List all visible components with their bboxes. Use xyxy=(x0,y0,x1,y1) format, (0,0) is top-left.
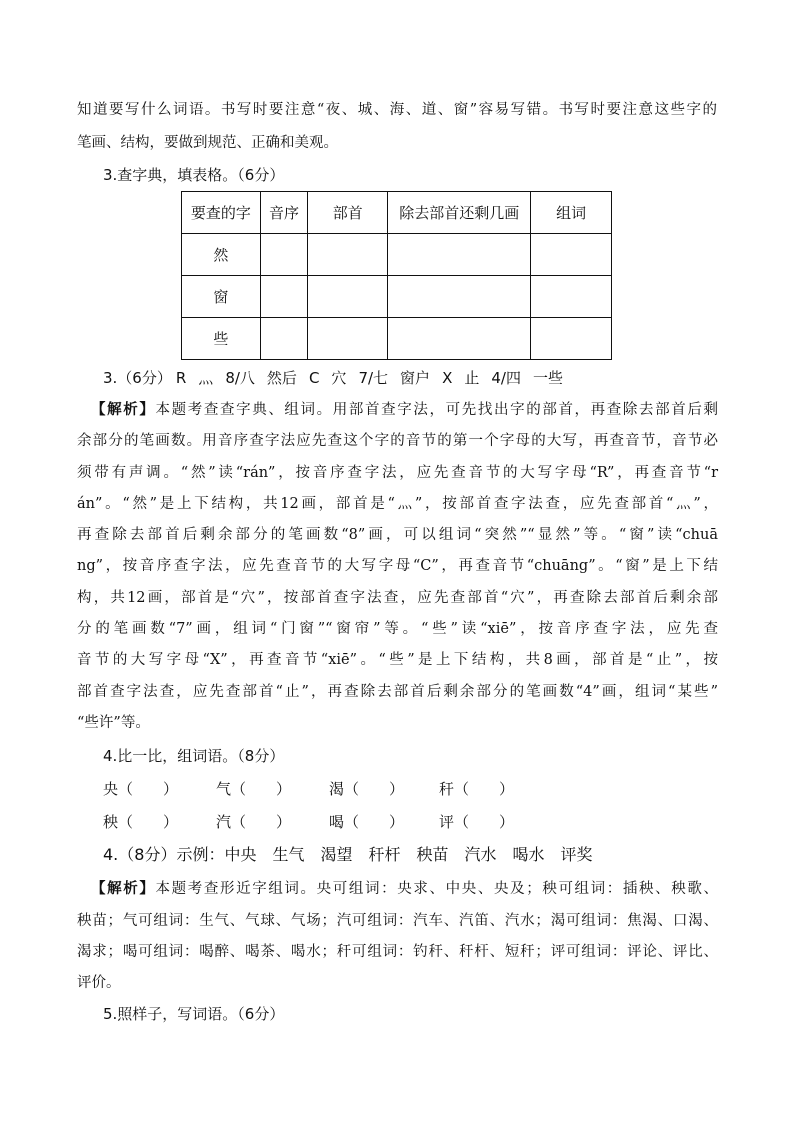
answer-item: 穴 xyxy=(331,369,347,387)
blank-cell xyxy=(388,318,531,360)
q3-analysis-line: 部首查字法查，应先查部首“止”，再查除去部首后剩余部分的笔画数“4”画，组词“某些” xyxy=(77,684,718,700)
q5-title: 5.照样子，写词语。（6分） xyxy=(103,1005,285,1023)
table-row xyxy=(182,234,612,276)
q3-analysis-line: 【解析】本题考查查字典、组词。用部首查字法，可先找出字的部首，再查除去部首后剩 xyxy=(91,401,719,418)
q4-title: 4.比一比，组词语。（8分） xyxy=(103,747,285,765)
q3-table xyxy=(181,191,612,360)
intro-line-2: 笔画、结构，要做到规范、正确和美观。 xyxy=(77,135,338,151)
blank-cell xyxy=(260,276,308,318)
blank-cell xyxy=(260,234,308,276)
q3-analysis-line: 音节的大写字母“X”，再查音节“xiē”。“些”是上下结构，共8画，部首是“止”，按 xyxy=(77,652,718,668)
q3-title: 3.查字典，填表格。（6分） xyxy=(103,166,285,184)
q4-row-1 xyxy=(103,779,514,799)
blank-cell xyxy=(388,234,531,276)
q4-item: 评（ ） xyxy=(439,813,515,831)
q3-table-header-row xyxy=(182,192,612,234)
q4-item: 秧（ ） xyxy=(103,813,179,831)
intro-line-1: 知道要写什么词语。书写时要注意“夜、城、海、道、窗”容易写错。书写时要注意这些字的 xyxy=(77,102,717,118)
q4-row-2 xyxy=(103,812,514,832)
q3-analysis-line: 余部分的笔画数。用音序查字法应先查这个字的音节的第一个字母的大写，再查音节，音节必 xyxy=(77,433,718,449)
blank-cell xyxy=(308,318,388,360)
answer-item: 4/四 xyxy=(491,369,521,387)
answer-item: 止 xyxy=(464,369,480,387)
table-row xyxy=(182,276,612,318)
q3-analysis-line: 构，共12画，部首是“穴”，按部首查字法查，应先查部首“穴”，再查除去部首后剩余部 xyxy=(77,590,718,606)
header-remaining-strokes: 除去部首还剩几画 xyxy=(388,192,531,234)
answer-item: 8/八 xyxy=(225,369,255,387)
q4-item: 秆（ ） xyxy=(439,780,515,798)
blank-cell xyxy=(531,318,612,360)
blank-cell xyxy=(531,276,612,318)
q3-analysis-line: án”。“然”是上下结构，共12画，部首是“灬”，按部首查字法查，应先查部首“灬”， xyxy=(77,496,718,512)
q4-analysis-line: 【解析】本题考查形近字组词。央可组词：央求、中央、央及；秧可组词：插秧、秧歌、 xyxy=(91,880,719,897)
answer-item: R xyxy=(175,369,187,387)
blank-cell xyxy=(308,234,388,276)
q4-analysis-line: 渴求；喝可组词：喝醉、喝茶、喝水；秆可组词：钓秆、秆杆、短秆；评可组词：评论、评比、 xyxy=(77,944,718,960)
row-char: 然 xyxy=(182,234,261,276)
q3-analysis-line: 再查除去部首后剩余部分的笔画数“8”画，可以组词“突然”“显然”等。“窗”读“chuā xyxy=(77,527,718,543)
answer-item: 一些 xyxy=(532,369,563,387)
blank-cell xyxy=(308,276,388,318)
q4-analysis-line: 秧苗；气可组词：生气、气球、气场；汽可组词：汽车、汽笛、汽水；渴可组词：焦渴、口渴、 xyxy=(77,913,718,929)
answer-prefix: 3.（6分） xyxy=(103,369,172,387)
answer-item: 7/七 xyxy=(358,369,389,387)
header-radical: 部首 xyxy=(308,192,388,234)
q3-analysis-line: ng”，按音序查字法，应先查音节的大写字母“C”，再查音节“chuāng”。“窗”是上下结 xyxy=(77,558,718,574)
answer-item: X xyxy=(442,369,453,387)
q3-analysis-line: 须带有声调。“然”读“rán”，按音序查字法，应先查音节的大写字母“R”，再查音节“r xyxy=(77,465,718,481)
table-row xyxy=(182,318,612,360)
q4-item: 汽（ ） xyxy=(216,813,292,831)
q4-item: 央（ ） xyxy=(103,780,179,798)
answer-item: 灬 xyxy=(198,369,214,387)
answer-item: C xyxy=(308,369,320,387)
q3-analysis-line: 分的笔画数“7”画，组词“门窗”“窗帘”等。“些”读“xiē”，按音序查字法，应先查 xyxy=(77,621,718,637)
blank-cell xyxy=(388,276,531,318)
row-char: 些 xyxy=(182,318,261,360)
analysis-label: 【解析】 xyxy=(91,401,156,418)
analysis-label: 【解析】 xyxy=(91,880,156,897)
q4-item: 渴（ ） xyxy=(329,780,405,798)
answer-item: 然后 xyxy=(266,369,297,387)
q4-analysis-line: 评价。 xyxy=(77,975,121,991)
header-char: 要查的字 xyxy=(182,192,261,234)
header-phonetic-order: 音序 xyxy=(260,192,308,234)
header-word: 组词 xyxy=(531,192,612,234)
row-char: 窗 xyxy=(182,276,261,318)
answer-item: 窗户 xyxy=(400,369,431,387)
q4-item: 气（ ） xyxy=(216,780,292,798)
q4-answer: 4.（8分）示例：中央 生气 渴望 秆杆 秧苗 汽水 喝水 评奖 xyxy=(103,845,593,864)
blank-cell xyxy=(531,234,612,276)
blank-cell xyxy=(260,318,308,360)
q3-answer xyxy=(103,368,575,388)
q4-item: 喝（ ） xyxy=(329,813,405,831)
q3-analysis-line: “些许”等。 xyxy=(77,715,150,731)
